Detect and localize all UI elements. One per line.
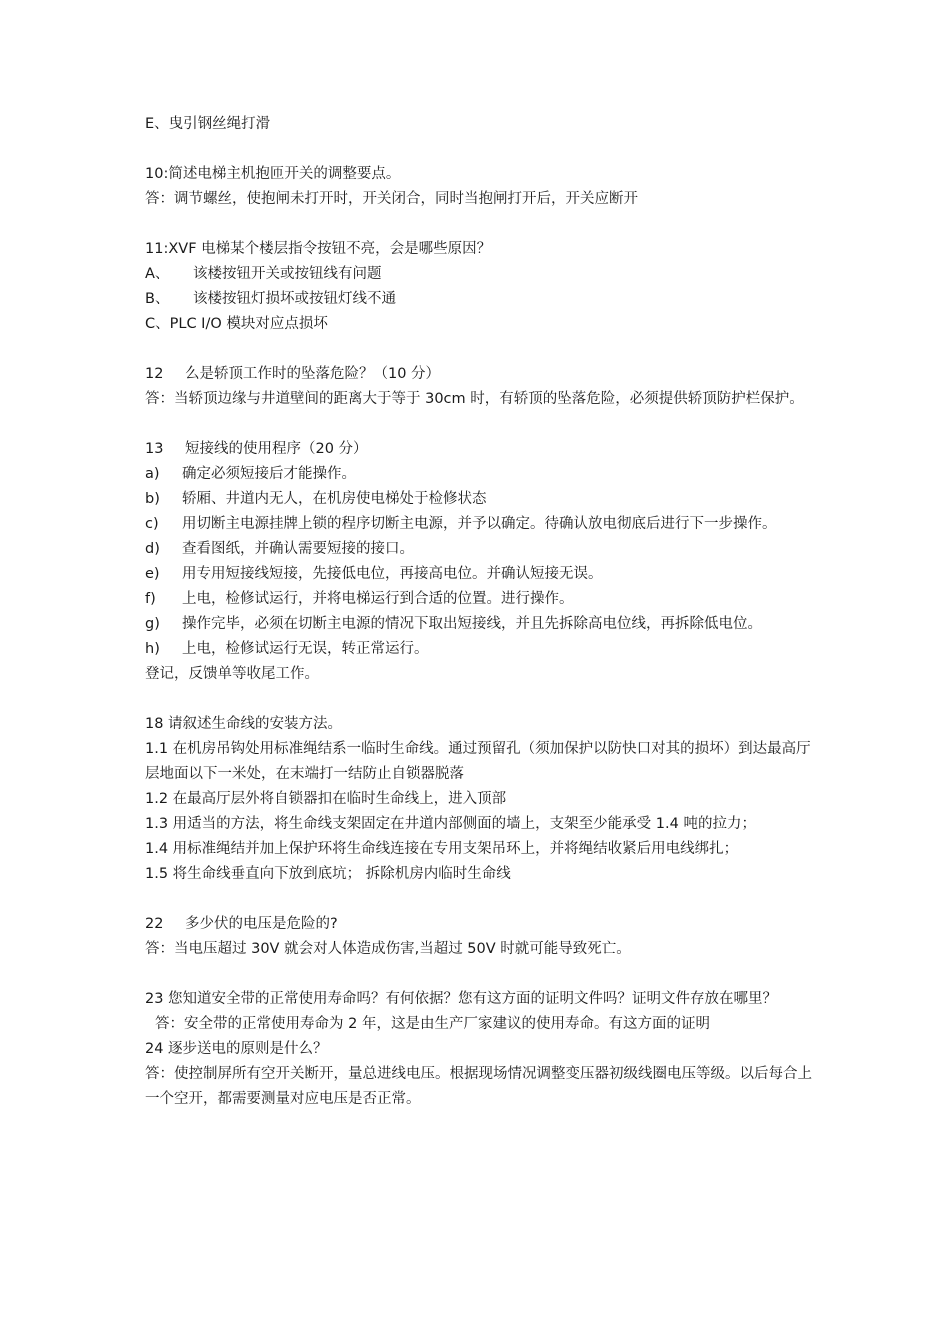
- question-23-text: 23 您知道安全带的正常使用寿命吗？有何依据？您有这方面的证明文件吗？证明文件存放在哪里？: [145, 991, 778, 1007]
- step-a: a) 确定必须短接后才能操作。: [145, 466, 356, 482]
- answer-18-p4: 1.4 用标准绳结并加上保护环将生命线连接在专用支架吊环上，并将绳结收紧后用电线绑扎；: [145, 841, 739, 857]
- step-h: h) 上电，检修试运行无误，转正常运行。: [145, 641, 429, 657]
- question-22-text: 22 多少伏的电压是危险的?: [145, 916, 338, 932]
- question-13: [145, 437, 815, 687]
- answer-18-p5: 1.5 将生命线垂直向下放到底坑； 拆除机房内临时生命线: [145, 866, 511, 882]
- option-e: E、曳引钢丝绳打滑: [145, 116, 271, 132]
- answer-24-text: 答：使控制屏所有空开关断开，量总进线电压。根据现场情况调整变压器初级线圈电压等级。以后每合上一个空开，都需要测量对应电压是否正常。: [145, 1066, 812, 1107]
- question-24: [145, 1037, 815, 1112]
- answer-22-text: 答：当电压超过 30V 就会对人体造成伤害,当超过 50V 时就可能导致死亡。: [145, 941, 631, 957]
- step-d: d) 查看图纸，并确认需要短接的接口。: [145, 541, 414, 557]
- question-24-text: 24 逐步送电的原则是什么？: [145, 1041, 328, 1057]
- answer-18-p2: 1.2 在最高厅层外将自锁器扣在临时生命线上，进入顶部: [145, 791, 507, 807]
- answer-11-option-a: A、 该楼按钮开关或按钮线有问题: [145, 266, 382, 282]
- answer-11-option-c: C、PLC I/O 模块对应点损坏: [145, 316, 328, 332]
- step-c: c) 用切断主电源挂牌上锁的程序切断主电源，并予以确定。待确认放电彻底后进行下一步操作。: [145, 516, 777, 532]
- step-g: g) 操作完毕，必须在切断主电源的情况下取出短接线，并且先拆除高电位线，再拆除低电位。: [145, 616, 762, 632]
- question-12: [145, 362, 815, 412]
- question-12-text: 12 么是轿顶工作时的坠落危险？（10 分）: [145, 366, 441, 382]
- question-11-text: 11:XVF 电梯某个楼层指令按钮不亮，会是哪些原因？: [145, 241, 492, 257]
- step-f: f) 上电，检修试运行，并将电梯运行到合适的位置。进行操作。: [145, 591, 574, 607]
- answer-23-text: 答：安全带的正常使用寿命为 2 年，这是由生产厂家建议的使用寿命。有这方面的证明: [155, 1016, 710, 1032]
- question-22: [145, 912, 815, 962]
- answer-12-text: 答：当轿顶边缘与井道壁间的距离大于等于 30cm 时，有轿顶的坠落危险，必须提供轿顶防护栏保护。: [145, 391, 804, 407]
- step-b: b) 轿厢、井道内无人，在机房使电梯处于检修状态: [145, 491, 487, 507]
- answer-18-p1: 1.1 在机房吊钩处用标准绳结系一临时生命线。通过预留孔（须加保护以防快口对其的损坏）到达最高厅层地面以下一米处，在末端打一结防止自锁器脱落: [145, 741, 811, 782]
- step-tail: 登记，反馈单等收尾工作。: [145, 666, 319, 682]
- question-18: [145, 712, 815, 887]
- question-10-text: 10:简述电梯主机抱匝开关的调整要点。: [145, 166, 401, 182]
- question-13-text: 13 短接线的使用程序（20 分）: [145, 441, 368, 457]
- document-body: [145, 112, 815, 1112]
- question-23: [145, 987, 815, 1037]
- answer-18-p3: 1.3 用适当的方法，将生命线支架固定在井道内部侧面的墙上，支架至少能承受 1.4 吨的拉力；: [145, 816, 756, 832]
- answer-11-option-b: B、 该楼按钮灯损坏或按钮灯线不通: [145, 291, 396, 307]
- section-e-option: [145, 112, 815, 137]
- question-10: [145, 162, 815, 212]
- step-e: e) 用专用短接线短接，先接低电位，再接高电位。并确认短接无误。: [145, 566, 603, 582]
- question-11: [145, 237, 815, 337]
- answer-10-text: 答：调节螺丝，使抱闸未打开时，开关闭合，同时当抱闸打开后，开关应断开: [145, 191, 638, 207]
- question-18-text: 18 请叙述生命线的安装方法。: [145, 716, 343, 732]
